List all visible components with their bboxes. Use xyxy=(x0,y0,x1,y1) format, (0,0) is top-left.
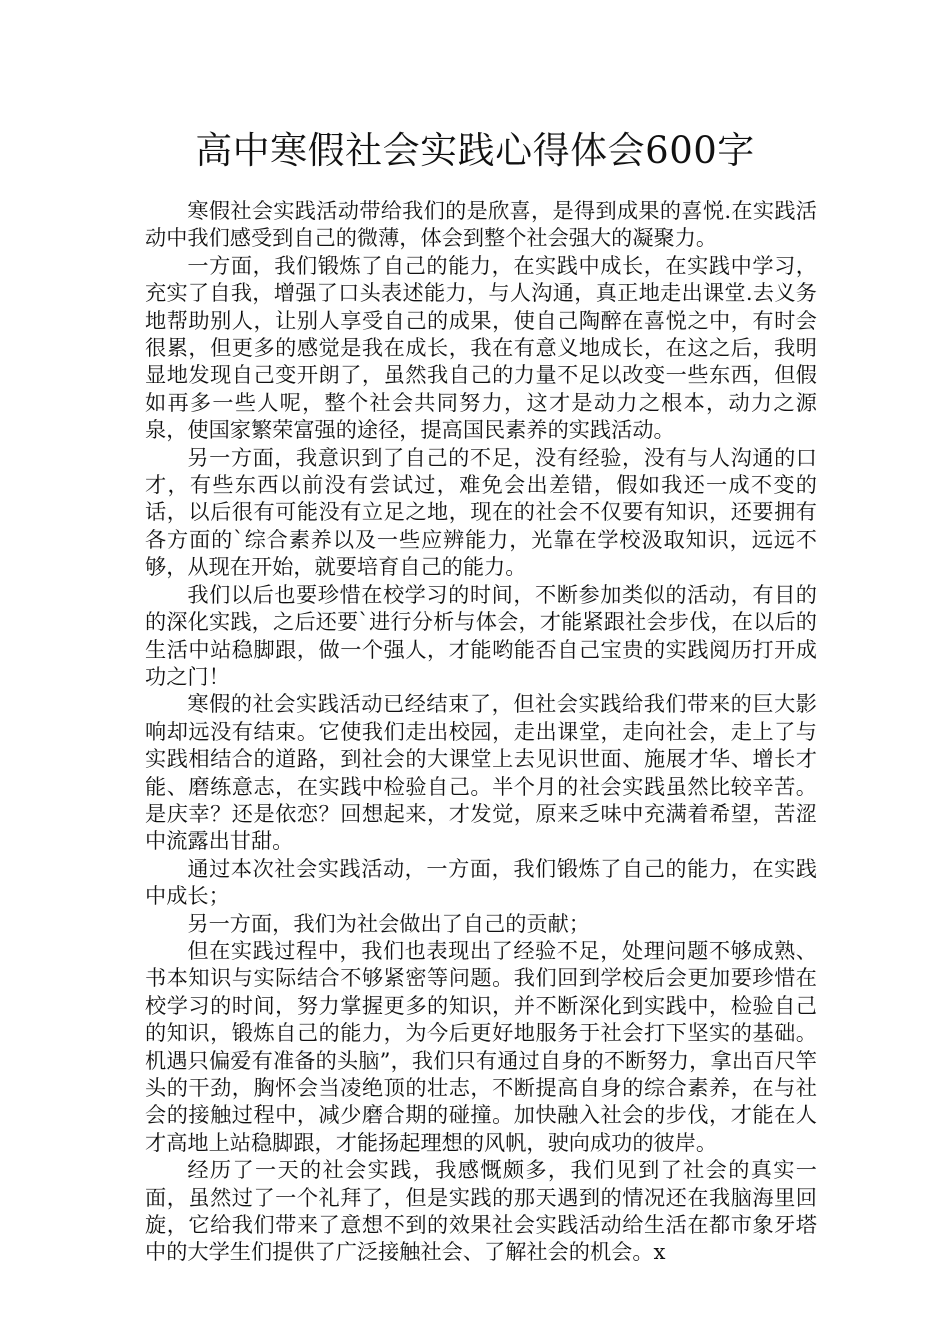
paragraph: 一方面，我们锻炼了自己的能力，在实践中成长，在实践中学习，充实了自我，增强了口头表述能力，与人沟通，真正地走出课堂.去义务地帮助别人，让别人享受自己的成果，使自己陶醉在喜悦之中，有时会很累，但更多的感觉是我在成长，我在有意义地成长，在这之后，我明显地发现自己变开朗了，虽然我自己的力量不足以改变一些东西，但假如再多一些人呢，整个社会共同努力，这才是动力之根本，动力之源泉，使国家繁荣富强的途径，提高国民素养的实践活动。 xyxy=(145,252,817,443)
paragraph: 另一方面，我意识到了自己的不足，没有经验，没有与人沟通的口才，有些东西以前没有尝试过，难免会出差错，假如我还一成不变的话，以后很有可能没有立足之地，现在的社会不仅要有知识，还要拥有各方面的`综合素养以及一些应辨能力，光靠在学校汲取知识，远远不够，从现在开始，就要培育自己的能力。 xyxy=(145,444,817,580)
document-title: 高中寒假社会实践心得体会600字 xyxy=(195,129,755,172)
document-body xyxy=(145,197,817,1266)
paragraph: 经历了一天的社会实践，我感慨颇多，我们见到了社会的真实一面，虽然过了一个礼拜了，但是实践的那天遇到的情况还在我脑海里回旋，它给我们带来了意想不到的效果社会实践活动给生活在都市象牙塔中的大学生们提供了广泛接触社会、了解社会的机会。x xyxy=(145,1157,817,1265)
paragraph: 寒假社会实践活动带给我们的是欣喜，是得到成果的喜悦.在实践活动中我们感受到自己的微薄，体会到整个社会强大的凝聚力。 xyxy=(145,198,817,251)
paragraph: 通过本次社会实践活动，一方面，我们锻炼了自己的能力，在实践中成长； xyxy=(145,855,817,909)
paragraph: 另一方面，我们为社会做出了自己的贡献； xyxy=(187,910,590,936)
paragraph: 我们以后也要珍惜在校学习的时间，不断参加类似的活动，有目的的深化实践，之后还要`进行分析与体会，才能紧跟社会步伐，在以后的生活中站稳脚跟，做一个强人，才能哟能否自己宝贵的实践阅历打开成功之门！ xyxy=(145,581,817,689)
paragraph: 但在实践过程中，我们也表现出了经验不足，处理问题不够成熟、书本知识与实际结合不够紧密等问题。我们回到学校后会更加要珍惜在校学习的时间，努力掌握更多的知识，并不断深化到实践中，检验自己的知识，锻炼自己的能力，为今后更好地服务于社会打下坚实的基础。机遇只偏爱有准备的头脑”，我们只有通过自身的不断努力，拿出百尺竿头的干劲，胸怀会当凌绝顶的壮志，不断提高自身的综合素养，在与社会的接触过程中，减少磨合期的碰撞。加快融入社会的步伐，才能在人才高地上站稳脚跟，才能扬起理想的风帆，驶向成功的彼岸。 xyxy=(145,937,817,1155)
paragraph: 寒假的社会实践活动已经结束了，但社会实践给我们带来的巨大影响却远没有结束。它使我们走出校园，走出课堂，走向社会，走上了与实践相结合的道路，到社会的大课堂上去见识世面、施展才华、增长才能、磨练意志，在实践中检验自己。半个月的社会实践虽然比较辛苦。是庆幸？还是依恋？回想起来，才发觉，原来乏味中充满着希望，苦涩中流露出甘甜。 xyxy=(145,691,817,854)
